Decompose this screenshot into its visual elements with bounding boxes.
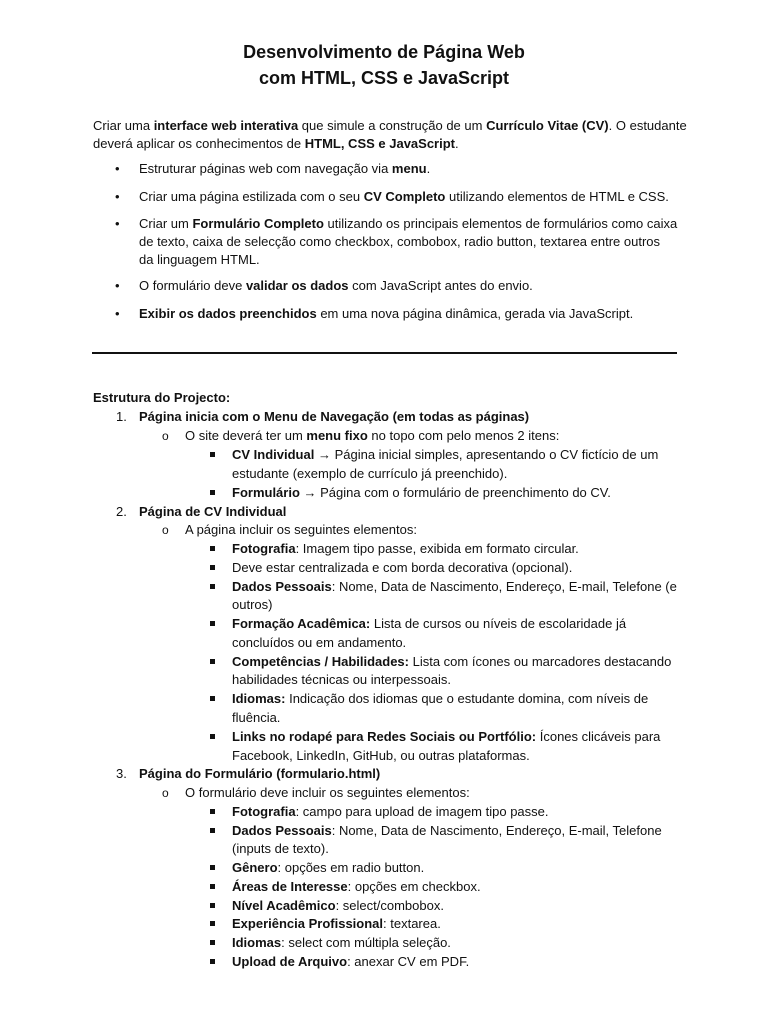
square-bullet-icon bbox=[210, 659, 215, 664]
section-heading: Estrutura do Projecto: bbox=[93, 390, 231, 405]
square-bullet-icon bbox=[210, 959, 215, 964]
page-title: Desenvolvimento de Página Web bbox=[243, 42, 525, 62]
square-bullet-icon bbox=[210, 865, 215, 870]
square-bullet-icon bbox=[210, 452, 215, 457]
square-bullet-icon bbox=[210, 490, 215, 495]
list-item: • Criar uma página estilizada com o seu CV Completo utilizando elementos de HTML e CSS. bbox=[115, 189, 669, 204]
bullet-icon: • bbox=[115, 189, 120, 204]
list-item-continuation: (inputs de texto). bbox=[232, 841, 329, 856]
list-item: Links no rodapé para Redes Sociais ou Portfólio: Ícones clicáveis para bbox=[232, 729, 661, 744]
list-number: 1. bbox=[116, 409, 127, 424]
list-item: O formulário deve incluir os seguintes elementos: bbox=[185, 785, 470, 800]
square-bullet-icon bbox=[210, 940, 215, 945]
bullet-icon: • bbox=[115, 161, 120, 176]
list-number: 2. bbox=[116, 504, 127, 519]
list-item: Fotografia: Imagem tipo passe, exibida em formato circular. bbox=[232, 541, 579, 556]
square-bullet-icon bbox=[210, 584, 215, 589]
list-item-continuation: estudante (exemplo de currículo já preenchido). bbox=[232, 466, 508, 481]
list-item-continuation: Facebook, LinkedIn, GitHub, ou outras plataformas. bbox=[232, 748, 530, 763]
square-bullet-icon bbox=[210, 809, 215, 814]
circle-bullet-icon: o bbox=[162, 429, 169, 443]
square-bullet-icon bbox=[210, 565, 215, 570]
list-item: Nível Acadêmico: select/combobox. bbox=[232, 898, 444, 913]
list-item: • Estruturar páginas web com navegação via menu. bbox=[115, 161, 431, 176]
list-item: Formulário → Página com o formulário de preenchimento do CV. bbox=[232, 485, 611, 500]
page-subtitle: com HTML, CSS e JavaScript bbox=[258, 68, 510, 88]
section-3-title: Página do Formulário (formulario.html) bbox=[139, 766, 381, 781]
list-item: Competências / Habilidades: Lista com ícones ou marcadores destacando bbox=[232, 654, 672, 669]
list-item: Upload de Arquivo: anexar CV em PDF. bbox=[232, 954, 470, 969]
section-2-title: Página de CV Individual bbox=[139, 504, 287, 519]
list-item: Experiência Profissional: textarea. bbox=[232, 916, 441, 931]
list-item: Idiomas: select com múltipla seleção. bbox=[232, 935, 451, 950]
bullet-icon: • bbox=[115, 278, 120, 293]
square-bullet-icon bbox=[210, 828, 215, 833]
list-item-continuation: habilidades técnicas ou interpessoais. bbox=[232, 672, 451, 687]
square-bullet-icon bbox=[210, 734, 215, 739]
square-bullet-icon bbox=[210, 921, 215, 926]
list-item-continuation: fluência. bbox=[232, 710, 281, 725]
list-item: CV Individual → Página inicial simples, apresentando o CV fictício de um bbox=[232, 447, 659, 462]
list-item: Fotografia: campo para upload de imagem tipo passe. bbox=[232, 804, 549, 819]
square-bullet-icon bbox=[210, 621, 215, 626]
list-item: • O formulário deve validar os dados com JavaScript antes do envio. bbox=[115, 278, 533, 293]
circle-bullet-icon: o bbox=[162, 786, 169, 800]
list-item: Gênero: opções em radio button. bbox=[232, 860, 425, 875]
list-item: • Exibir os dados preenchidos em uma nova página dinâmica, gerada via JavaScript. bbox=[115, 306, 634, 321]
list-number: 3. bbox=[116, 766, 127, 781]
bullet-icon: • bbox=[115, 216, 120, 231]
bullet-icon: • bbox=[115, 306, 120, 321]
horizontal-divider bbox=[92, 352, 677, 354]
list-item: Idiomas: Indicação dos idiomas que o estudante domina, com níveis de bbox=[232, 691, 649, 706]
list-item: Dados Pessoais: Nome, Data de Nascimento, Endereço, E-mail, Telefone bbox=[232, 823, 662, 838]
list-item: Dados Pessoais: Nome, Data de Nascimento, Endereço, E-mail, Telefone (e bbox=[232, 579, 677, 594]
section-1-title: Página inicia com o Menu de Navegação (em todas as páginas) bbox=[139, 409, 530, 424]
list-item: Áreas de Interesse: opções em checkbox. bbox=[232, 879, 481, 894]
square-bullet-icon bbox=[210, 884, 215, 889]
list-item: Formação Acadêmica: Lista de cursos ou níveis de escolaridade já bbox=[232, 616, 627, 631]
list-item: A página incluir os seguintes elementos: bbox=[185, 522, 417, 537]
list-item: • Criar um Formulário Completo utilizando os principais elementos de formulários como caixa de texto, caixa de selecção como checkbox, combobox, radio button, textarea entre outros da linguagem HTML. bbox=[115, 216, 678, 267]
list-item-continuation: outros) bbox=[232, 597, 273, 612]
list-item: Deve estar centralizada e com borda decorativa (opcional). bbox=[232, 560, 573, 575]
list-item: O site deverá ter um menu fixo no topo com pelo menos 2 itens: bbox=[185, 428, 560, 443]
square-bullet-icon bbox=[210, 903, 215, 908]
circle-bullet-icon: o bbox=[162, 523, 169, 537]
square-bullet-icon bbox=[210, 546, 215, 551]
list-item-continuation: concluídos ou em andamento. bbox=[232, 635, 407, 650]
square-bullet-icon bbox=[210, 696, 215, 701]
intro-paragraph: Criar uma interface web interativa que simule a construção de um Currículo Vitae (CV). O estudante deverá aplicar os conhecimentos de HTML, CSS e JavaScript. bbox=[93, 118, 687, 151]
